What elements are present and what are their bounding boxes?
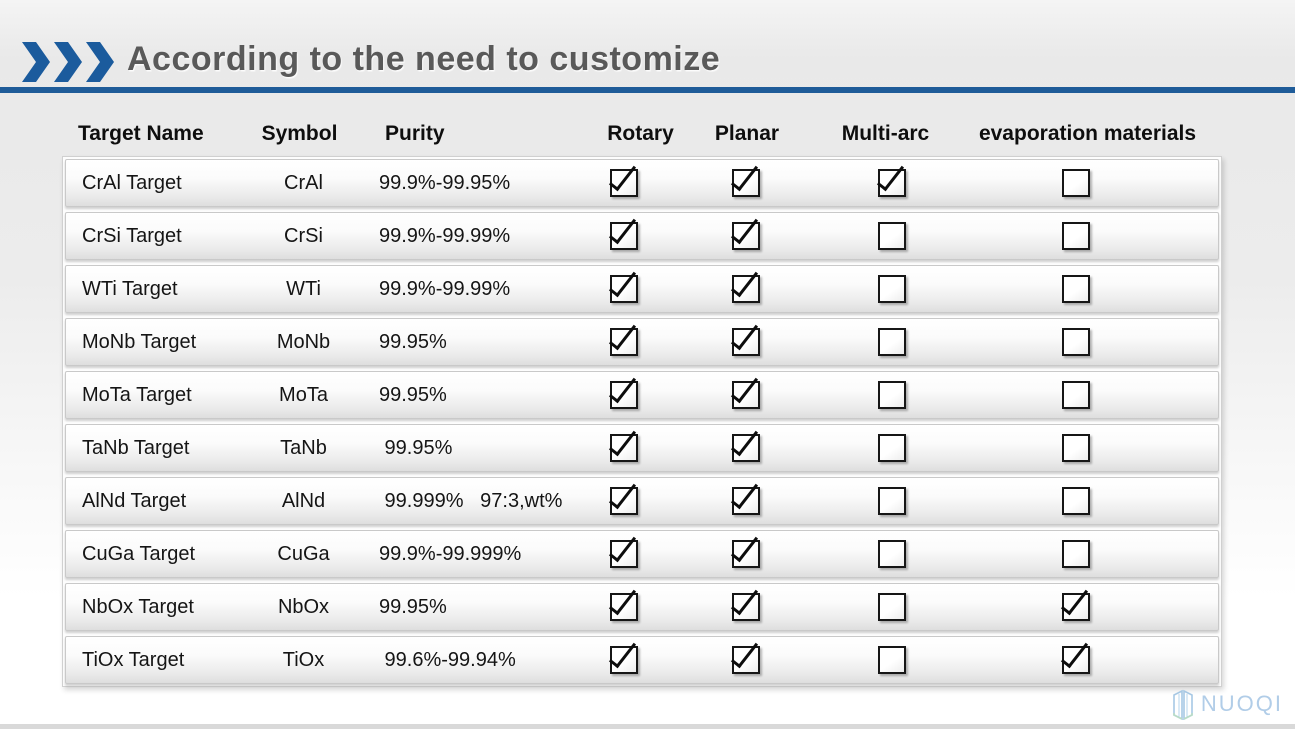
evaporation-checkbox: [1062, 593, 1090, 621]
evap-cell: [959, 328, 1192, 356]
purity-cell: 99.9%-99.95%: [379, 171, 511, 194]
multi-arc-checkbox: [878, 275, 906, 303]
planar-checkbox: [732, 540, 760, 568]
rotary-checkbox: [610, 646, 638, 674]
planar-checkbox: [732, 593, 760, 621]
multi-arc-checkbox: [878, 540, 906, 568]
symbol-cell: NbOx: [277, 595, 330, 618]
column-header-evaporation-materials: evaporation materials: [978, 122, 1197, 145]
table-body: [62, 156, 1222, 687]
planar-cell: [679, 169, 813, 197]
rotary-checkbox: [610, 169, 638, 197]
multi-arc-checkbox: [878, 646, 906, 674]
evaporation-checkbox: [1062, 487, 1090, 515]
targets-table: [62, 112, 1222, 687]
target-name-cell: CrSi Target: [82, 224, 182, 247]
column-header-multi-arc: Multi-arc: [841, 122, 930, 145]
purity-cell: 99.6%-99.94%: [379, 648, 516, 671]
evaporation-checkbox: [1062, 646, 1090, 674]
open-book-logo-icon: [1170, 688, 1196, 720]
planar-cell: [679, 487, 813, 515]
multi-arc-checkbox: [878, 222, 906, 250]
rotary-checkbox: [610, 540, 638, 568]
planar-checkbox: [732, 434, 760, 462]
purity-cell: 99.9%-99.99%: [379, 224, 511, 247]
symbol-cell: MoTa: [279, 383, 328, 406]
table-row: [65, 583, 1219, 631]
rotary-checkbox: [610, 487, 638, 515]
evaporation-checkbox: [1062, 381, 1090, 409]
symbol-cell: CrSi: [284, 224, 323, 247]
bottom-accent-band: [0, 724, 1295, 729]
multi-arc-checkbox: [878, 593, 906, 621]
planar-cell: [679, 646, 813, 674]
rotary-checkbox: [610, 593, 638, 621]
company-logo: [1170, 688, 1283, 720]
evaporation-checkbox: [1062, 540, 1090, 568]
target-name-cell: TiOx Target: [82, 648, 185, 671]
multi-arc-checkbox: [878, 169, 906, 197]
evaporation-checkbox: [1062, 434, 1090, 462]
multi-cell: [808, 434, 975, 462]
evaporation-checkbox: [1062, 328, 1090, 356]
planar-checkbox: [732, 487, 760, 515]
symbol-cell: MoNb: [276, 330, 331, 353]
planar-checkbox: [732, 222, 760, 250]
rotary-checkbox: [610, 381, 638, 409]
evap-cell: [959, 487, 1192, 515]
planar-cell: [679, 222, 813, 250]
table-row: [65, 159, 1219, 207]
rotary-checkbox: [610, 222, 638, 250]
table-row: [65, 371, 1219, 419]
rotary-cell: [572, 593, 675, 621]
multi-cell: [808, 540, 975, 568]
purity-cell: 99.95%: [379, 595, 447, 618]
logo-text: NUOQI: [1200, 691, 1283, 716]
evaporation-checkbox: [1062, 222, 1090, 250]
target-name-cell: AlNd Target: [82, 489, 187, 512]
evap-cell: [959, 646, 1192, 674]
evap-cell: [959, 540, 1192, 568]
rotary-cell: [572, 169, 675, 197]
multi-cell: [808, 328, 975, 356]
target-name-cell: WTi Target: [82, 277, 178, 300]
purity-cell: 99.95%: [379, 436, 453, 459]
target-name-cell: CrAl Target: [82, 171, 182, 194]
column-header-target-name: Target Name: [78, 122, 204, 145]
table-row: [65, 265, 1219, 313]
purity-cell: 99.9%-99.99%: [379, 277, 511, 300]
multi-cell: [808, 222, 975, 250]
column-header-planar: Planar: [714, 122, 780, 145]
planar-cell: [679, 328, 813, 356]
multi-cell: [808, 593, 975, 621]
purity-cell: 99.95%: [379, 383, 447, 406]
planar-checkbox: [732, 646, 760, 674]
table-header-row: [62, 112, 1222, 156]
rotary-cell: [572, 540, 675, 568]
purity-cell: 99.999% 97:3,wt%: [379, 489, 563, 512]
table-row: [65, 530, 1219, 578]
purity-cell: 99.95%: [379, 330, 447, 353]
rotary-cell: [572, 222, 675, 250]
evaporation-checkbox: [1062, 275, 1090, 303]
planar-cell: [679, 275, 813, 303]
rotary-cell: [572, 328, 675, 356]
chevron-right-icon: [54, 42, 82, 82]
rotary-checkbox: [610, 328, 638, 356]
planar-cell: [679, 381, 813, 409]
evaporation-checkbox: [1062, 169, 1090, 197]
target-name-cell: NbOx Target: [82, 595, 194, 618]
rotary-checkbox: [610, 434, 638, 462]
planar-cell: [679, 434, 813, 462]
multi-cell: [808, 487, 975, 515]
rotary-checkbox: [610, 275, 638, 303]
planar-checkbox: [732, 169, 760, 197]
header-chevrons-icon: [22, 42, 114, 82]
symbol-cell: CrAl: [284, 171, 323, 194]
rotary-cell: [572, 434, 675, 462]
symbol-cell: AlNd: [281, 489, 326, 512]
planar-cell: [679, 593, 813, 621]
multi-arc-checkbox: [878, 381, 906, 409]
multi-arc-checkbox: [878, 328, 906, 356]
multi-cell: [808, 169, 975, 197]
multi-cell: [808, 646, 975, 674]
chevron-right-icon: [86, 42, 114, 82]
rotary-cell: [572, 275, 675, 303]
multi-cell: [808, 381, 975, 409]
evap-cell: [959, 593, 1192, 621]
table-row: [65, 212, 1219, 260]
multi-cell: [808, 275, 975, 303]
target-name-cell: TaNb Target: [82, 436, 190, 459]
multi-arc-checkbox: [878, 434, 906, 462]
target-name-cell: CuGa Target: [82, 542, 196, 565]
chevron-right-icon: [22, 42, 50, 82]
rotary-cell: [572, 487, 675, 515]
table-row: [65, 424, 1219, 472]
planar-checkbox: [732, 328, 760, 356]
evap-cell: [959, 169, 1192, 197]
symbol-cell: CuGa: [277, 542, 330, 565]
table-row: [65, 477, 1219, 525]
evap-cell: [959, 381, 1192, 409]
rotary-cell: [572, 381, 675, 409]
multi-arc-checkbox: [878, 487, 906, 515]
rotary-cell: [572, 646, 675, 674]
planar-checkbox: [732, 381, 760, 409]
evap-cell: [959, 434, 1192, 462]
evap-cell: [959, 222, 1192, 250]
evap-cell: [959, 275, 1192, 303]
header-divider: [0, 87, 1295, 93]
table-row: [65, 636, 1219, 684]
target-name-cell: MoNb Target: [82, 330, 197, 353]
page-title: According to the need to customize: [127, 40, 721, 78]
symbol-cell: TiOx: [282, 648, 325, 671]
column-header-purity: Purity: [385, 122, 445, 145]
symbol-cell: WTi: [286, 277, 321, 300]
symbol-cell: TaNb: [280, 436, 327, 459]
planar-cell: [679, 540, 813, 568]
target-name-cell: MoTa Target: [82, 383, 192, 406]
purity-cell: 99.9%-99.999%: [379, 542, 522, 565]
column-header-symbol: Symbol: [261, 122, 338, 145]
table-row: [65, 318, 1219, 366]
column-header-rotary: Rotary: [607, 122, 674, 145]
planar-checkbox: [732, 275, 760, 303]
